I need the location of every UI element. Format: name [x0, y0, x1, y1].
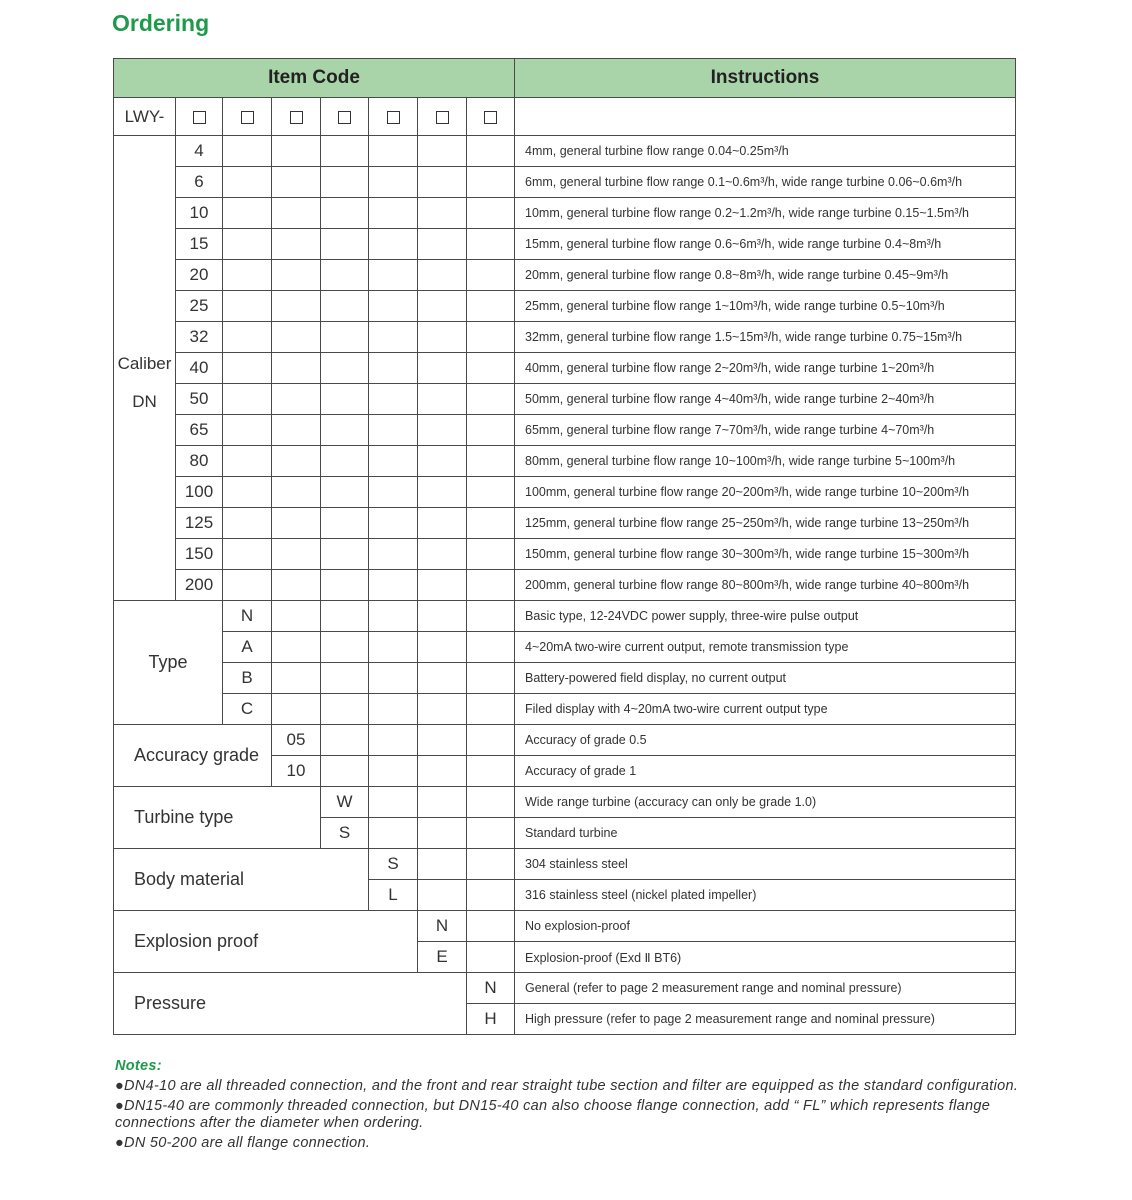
caliber-instruction: 125mm, general turbine flow range 25~250m³/h, wide range turbine 13~250m³/h — [515, 508, 1016, 539]
body-instruction: 316 stainless steel (nickel plated impeller) — [515, 880, 1016, 911]
empty-cell — [223, 415, 272, 446]
caliber-label-line2: DN — [132, 392, 157, 411]
empty-cell — [321, 570, 369, 601]
caliber-instruction: 200mm, general turbine flow range 80~800m³/h, wide range turbine 40~800m³/h — [515, 570, 1016, 601]
empty-cell — [418, 136, 467, 167]
caliber-label-line1: Caliber — [117, 354, 172, 373]
empty-cell — [369, 787, 418, 818]
type-code: A — [223, 632, 272, 663]
explosion-code: N — [418, 911, 467, 942]
caliber-label — [114, 136, 176, 601]
empty-cell — [321, 353, 369, 384]
empty-cell — [321, 322, 369, 353]
caliber-instruction: 6mm, general turbine flow range 0.1~0.6m³/h, wide range turbine 0.06~0.6m³/h — [515, 167, 1016, 198]
turbine-code: W — [321, 787, 369, 818]
empty-cell — [418, 291, 467, 322]
empty-cell — [369, 322, 418, 353]
empty-cell — [321, 694, 369, 725]
explosion-label: Explosion proof — [114, 911, 418, 973]
type-instruction: 4~20mA two-wire current output, remote transmission type — [515, 632, 1016, 663]
type-row — [114, 632, 1016, 663]
empty-cell — [467, 291, 515, 322]
empty-cell — [369, 291, 418, 322]
code-slot-6 — [418, 98, 467, 136]
caliber-row — [114, 322, 1016, 353]
turbine-instruction: Wide range turbine (accuracy can only be grade 1.0) — [515, 787, 1016, 818]
empty-cell — [418, 446, 467, 477]
empty-cell — [321, 415, 369, 446]
empty-cell — [467, 601, 515, 632]
empty-cell — [369, 446, 418, 477]
empty-cell — [369, 756, 418, 787]
empty-cell — [272, 508, 321, 539]
caliber-row — [114, 477, 1016, 508]
type-code: N — [223, 601, 272, 632]
code-template-row — [114, 98, 1016, 136]
empty-cell — [272, 167, 321, 198]
empty-cell — [369, 725, 418, 756]
empty-cell — [467, 229, 515, 260]
empty-cell — [369, 818, 418, 849]
caliber-instruction: 100mm, general turbine flow range 20~200m³/h, wide range turbine 10~200m³/h — [515, 477, 1016, 508]
empty-cell — [418, 260, 467, 291]
empty-cell — [369, 694, 418, 725]
empty-cell — [369, 477, 418, 508]
caliber-row — [114, 446, 1016, 477]
caliber-row — [114, 384, 1016, 415]
empty-cell — [467, 415, 515, 446]
empty-cell — [369, 415, 418, 446]
turbine-code: S — [321, 818, 369, 849]
type-row — [114, 601, 1016, 632]
placeholder-box-icon — [387, 111, 400, 124]
empty-cell — [223, 260, 272, 291]
empty-cell — [272, 694, 321, 725]
empty-cell — [369, 539, 418, 570]
body-label: Body material — [114, 849, 369, 911]
empty-cell — [272, 539, 321, 570]
caliber-instruction: 20mm, general turbine flow range 0.8~8m³/h, wide range turbine 0.45~9m³/h — [515, 260, 1016, 291]
placeholder-box-icon — [436, 111, 449, 124]
empty-cell — [467, 911, 515, 942]
empty-cell — [369, 229, 418, 260]
empty-cell — [467, 167, 515, 198]
empty-cell — [467, 446, 515, 477]
empty-cell — [467, 384, 515, 415]
empty-cell — [321, 291, 369, 322]
empty-cell — [418, 570, 467, 601]
empty-cell — [272, 477, 321, 508]
empty-cell — [321, 601, 369, 632]
code-slot-1 — [176, 98, 223, 136]
caliber-row — [114, 415, 1016, 446]
empty-cell — [418, 322, 467, 353]
explosion-instruction: No explosion-proof — [515, 911, 1016, 942]
caliber-code: 65 — [176, 415, 223, 446]
empty-cell — [321, 167, 369, 198]
empty-cell — [223, 539, 272, 570]
empty-cell — [467, 880, 515, 911]
note-item: ●DN4-10 are all threaded connection, and the front and rear straight tube section and filter are equipped as the standard configuration. — [115, 1078, 1019, 1094]
item-code-header: Item Code — [114, 59, 515, 98]
explosion-instruction: Explosion-proof (Exd Ⅱ BT6) — [515, 942, 1016, 973]
empty-cell — [418, 229, 467, 260]
empty-cell — [418, 756, 467, 787]
empty-cell — [272, 570, 321, 601]
empty-cell — [467, 477, 515, 508]
instructions-header: Instructions — [515, 59, 1016, 98]
caliber-row — [114, 167, 1016, 198]
empty-cell — [369, 136, 418, 167]
empty-cell — [418, 632, 467, 663]
accuracy-code: 05 — [272, 725, 321, 756]
empty-cell — [467, 787, 515, 818]
empty-cell — [272, 198, 321, 229]
empty-cell — [418, 508, 467, 539]
empty-cell — [223, 229, 272, 260]
body-row — [114, 849, 1016, 880]
caliber-code: 80 — [176, 446, 223, 477]
type-code: B — [223, 663, 272, 694]
empty-cell — [467, 198, 515, 229]
empty-cell — [467, 353, 515, 384]
page-title: Ordering — [112, 10, 210, 36]
empty-cell — [369, 508, 418, 539]
empty-cell — [369, 601, 418, 632]
caliber-row — [114, 539, 1016, 570]
caliber-code: 100 — [176, 477, 223, 508]
empty-cell — [321, 725, 369, 756]
accuracy-code: 10 — [272, 756, 321, 787]
caliber-code: 6 — [176, 167, 223, 198]
caliber-row — [114, 198, 1016, 229]
empty-cell — [223, 508, 272, 539]
empty-cell — [223, 570, 272, 601]
empty-cell — [223, 353, 272, 384]
caliber-row — [114, 260, 1016, 291]
empty-cell — [321, 632, 369, 663]
pressure-row — [114, 973, 1016, 1004]
code-prefix: LWY- — [114, 98, 176, 136]
code-slot-3 — [272, 98, 321, 136]
empty-cell — [272, 260, 321, 291]
empty-cell — [467, 508, 515, 539]
caliber-instruction: 15mm, general turbine flow range 0.6~6m³/h, wide range turbine 0.4~8m³/h — [515, 229, 1016, 260]
empty-cell — [467, 539, 515, 570]
caliber-code: 200 — [176, 570, 223, 601]
code-template-instructions — [515, 98, 1016, 136]
empty-cell — [467, 849, 515, 880]
empty-cell — [223, 167, 272, 198]
empty-cell — [223, 446, 272, 477]
empty-cell — [467, 756, 515, 787]
pressure-label: Pressure — [114, 973, 467, 1035]
empty-cell — [272, 353, 321, 384]
caliber-code: 15 — [176, 229, 223, 260]
caliber-row — [114, 570, 1016, 601]
caliber-instruction: 80mm, general turbine flow range 10~100m³/h, wide range turbine 5~100m³/h — [515, 446, 1016, 477]
empty-cell — [418, 415, 467, 446]
empty-cell — [321, 260, 369, 291]
caliber-code: 10 — [176, 198, 223, 229]
caliber-instruction: 150mm, general turbine flow range 30~300m³/h, wide range turbine 15~300m³/h — [515, 539, 1016, 570]
caliber-code: 150 — [176, 539, 223, 570]
type-row — [114, 694, 1016, 725]
empty-cell — [467, 942, 515, 973]
empty-cell — [223, 384, 272, 415]
empty-cell — [467, 818, 515, 849]
table-header-row — [114, 59, 1016, 98]
accuracy-instruction: Accuracy of grade 0.5 — [515, 725, 1016, 756]
placeholder-box-icon — [290, 111, 303, 124]
empty-cell — [418, 198, 467, 229]
empty-cell — [272, 229, 321, 260]
empty-cell — [418, 694, 467, 725]
empty-cell — [321, 508, 369, 539]
placeholder-box-icon — [193, 111, 206, 124]
type-label: Type — [114, 601, 223, 725]
empty-cell — [369, 632, 418, 663]
caliber-instruction: 40mm, general turbine flow range 2~20m³/h, wide range turbine 1~20m³/h — [515, 353, 1016, 384]
empty-cell — [321, 663, 369, 694]
empty-cell — [418, 601, 467, 632]
caliber-code: 20 — [176, 260, 223, 291]
body-code: L — [369, 880, 418, 911]
empty-cell — [467, 725, 515, 756]
empty-cell — [272, 632, 321, 663]
empty-cell — [321, 136, 369, 167]
turbine-instruction: Standard turbine — [515, 818, 1016, 849]
explosion-code: E — [418, 942, 467, 973]
empty-cell — [321, 446, 369, 477]
empty-cell — [369, 198, 418, 229]
turbine-row — [114, 787, 1016, 818]
empty-cell — [369, 384, 418, 415]
pressure-instruction: High pressure (refer to page 2 measurement range and nominal pressure) — [515, 1004, 1016, 1035]
caliber-code: 4 — [176, 136, 223, 167]
accuracy-row — [114, 725, 1016, 756]
accuracy-label: Accuracy grade — [114, 725, 272, 787]
caliber-row — [114, 136, 1016, 167]
accuracy-instruction: Accuracy of grade 1 — [515, 756, 1016, 787]
empty-cell — [418, 880, 467, 911]
empty-cell — [321, 756, 369, 787]
caliber-row — [114, 353, 1016, 384]
explosion-row — [114, 911, 1016, 942]
empty-cell — [369, 570, 418, 601]
placeholder-box-icon — [241, 111, 254, 124]
caliber-instruction: 10mm, general turbine flow range 0.2~1.2m³/h, wide range turbine 0.15~1.5m³/h — [515, 198, 1016, 229]
body-instruction: 304 stainless steel — [515, 849, 1016, 880]
empty-cell — [272, 415, 321, 446]
empty-cell — [223, 322, 272, 353]
empty-cell — [272, 136, 321, 167]
empty-cell — [467, 570, 515, 601]
empty-cell — [418, 539, 467, 570]
caliber-code: 50 — [176, 384, 223, 415]
empty-cell — [467, 663, 515, 694]
empty-cell — [223, 198, 272, 229]
type-row — [114, 663, 1016, 694]
empty-cell — [467, 322, 515, 353]
empty-cell — [272, 384, 321, 415]
caliber-row — [114, 508, 1016, 539]
empty-cell — [272, 291, 321, 322]
empty-cell — [272, 663, 321, 694]
type-instruction: Basic type, 12-24VDC power supply, three-wire pulse output — [515, 601, 1016, 632]
empty-cell — [223, 136, 272, 167]
caliber-code: 32 — [176, 322, 223, 353]
empty-cell — [272, 601, 321, 632]
notes-section — [115, 1058, 1025, 1155]
empty-cell — [369, 663, 418, 694]
empty-cell — [418, 818, 467, 849]
pressure-instruction: General (refer to page 2 measurement range and nominal pressure) — [515, 973, 1016, 1004]
empty-cell — [418, 477, 467, 508]
code-slot-5 — [369, 98, 418, 136]
empty-cell — [467, 136, 515, 167]
empty-cell — [418, 353, 467, 384]
empty-cell — [369, 260, 418, 291]
caliber-instruction: 50mm, general turbine flow range 4~40m³/h, wide range turbine 2~40m³/h — [515, 384, 1016, 415]
ordering-table — [113, 58, 1016, 1035]
type-instruction: Battery-powered field display, no current output — [515, 663, 1016, 694]
empty-cell — [418, 787, 467, 818]
code-slot-7 — [467, 98, 515, 136]
placeholder-box-icon — [484, 111, 497, 124]
type-code: C — [223, 694, 272, 725]
empty-cell — [321, 229, 369, 260]
empty-cell — [369, 353, 418, 384]
caliber-instruction: 65mm, general turbine flow range 7~70m³/h, wide range turbine 4~70m³/h — [515, 415, 1016, 446]
type-instruction: Filed display with 4~20mA two-wire current output type — [515, 694, 1016, 725]
empty-cell — [418, 663, 467, 694]
pressure-code: N — [467, 973, 515, 1004]
caliber-instruction: 32mm, general turbine flow range 1.5~15m³/h, wide range turbine 0.75~15m³/h — [515, 322, 1016, 353]
note-item: ●DN15-40 are commonly threaded connection, but DN15-40 can also choose flange connection, add “ FL” which represents flange connections after the diameter when ordering. — [115, 1098, 991, 1131]
caliber-row — [114, 291, 1016, 322]
code-slot-2 — [223, 98, 272, 136]
empty-cell — [418, 167, 467, 198]
empty-cell — [467, 260, 515, 291]
empty-cell — [467, 694, 515, 725]
caliber-instruction: 25mm, general turbine flow range 1~10m³/h, wide range turbine 0.5~10m³/h — [515, 291, 1016, 322]
empty-cell — [418, 725, 467, 756]
empty-cell — [321, 539, 369, 570]
caliber-code: 25 — [176, 291, 223, 322]
turbine-label: Turbine type — [114, 787, 321, 849]
body-code: S — [369, 849, 418, 880]
empty-cell — [418, 384, 467, 415]
pressure-code: H — [467, 1004, 515, 1035]
code-slot-4 — [321, 98, 369, 136]
notes-title: Notes: — [115, 1058, 162, 1074]
empty-cell — [418, 849, 467, 880]
note-item: ●DN 50-200 are all flange connection. — [115, 1135, 371, 1151]
empty-cell — [321, 384, 369, 415]
empty-cell — [321, 198, 369, 229]
empty-cell — [467, 632, 515, 663]
empty-cell — [272, 322, 321, 353]
empty-cell — [223, 291, 272, 322]
caliber-row — [114, 229, 1016, 260]
empty-cell — [369, 167, 418, 198]
caliber-code: 40 — [176, 353, 223, 384]
empty-cell — [272, 446, 321, 477]
empty-cell — [321, 477, 369, 508]
placeholder-box-icon — [338, 111, 351, 124]
caliber-instruction: 4mm, general turbine flow range 0.04~0.25m³/h — [515, 136, 1016, 167]
caliber-code: 125 — [176, 508, 223, 539]
empty-cell — [223, 477, 272, 508]
